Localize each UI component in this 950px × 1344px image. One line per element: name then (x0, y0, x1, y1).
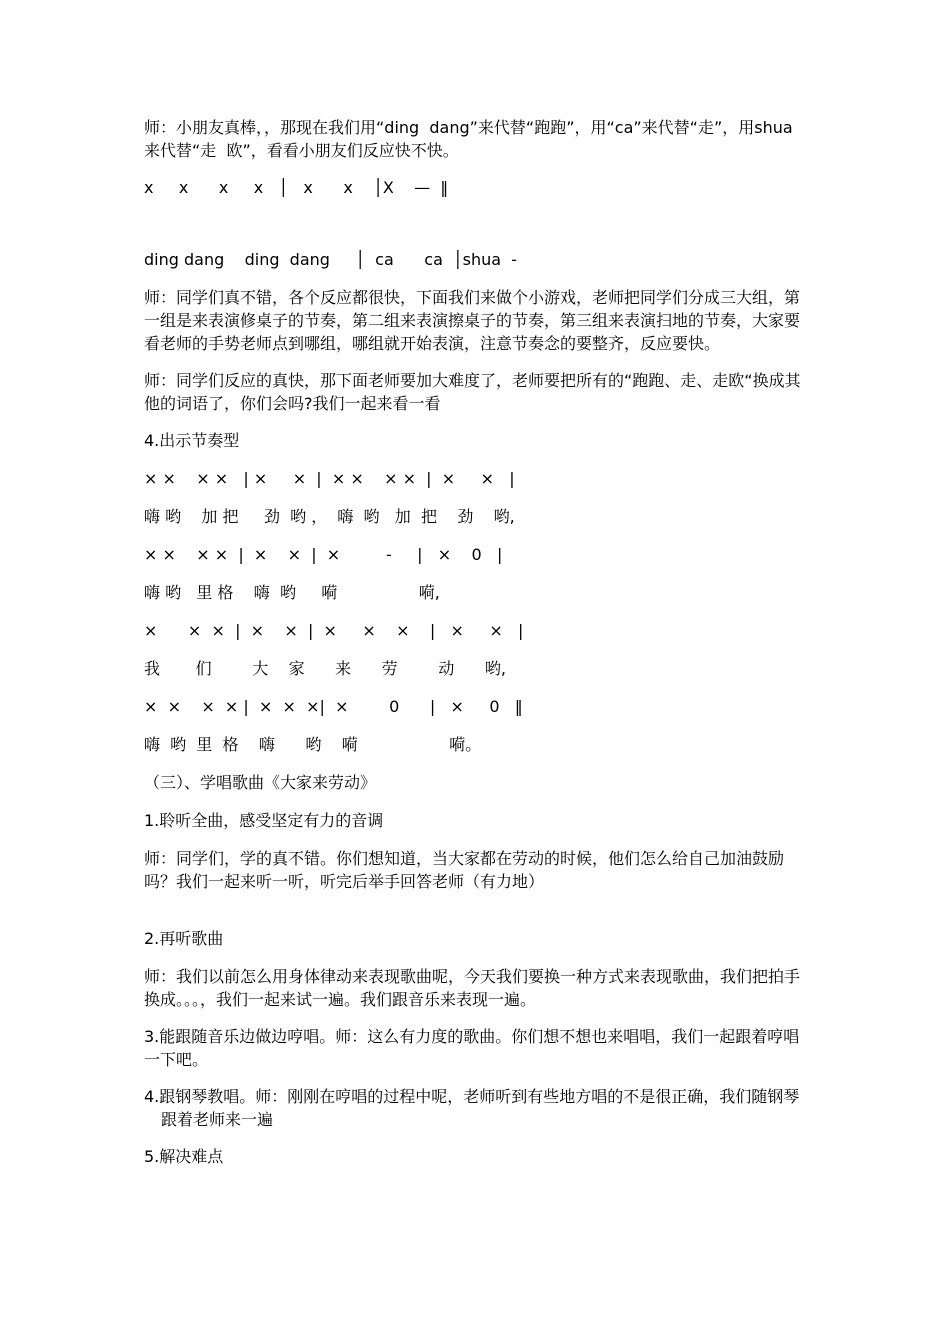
paragraph-movement: 师：我们以前怎么用身体律动来表现歌曲呢，今天我们要换一种方式来表现歌曲，我们把拍手换成。。。，我们一起来试一遍。我们跟音乐来表现一遍。 (144, 967, 801, 1009)
paragraph-harder: 师：同学们反应的真快，那下面老师要加大难度了，老师要把所有的“跑跑、走、走欧“换成其他的词语了，你们会吗?我们一起来看一看 (144, 371, 801, 413)
paragraph-listen: 师：同学们，学的真不错。你们想知道，当大家都在劳动的时候，他们怎么给自己加油鼓励吗？我们一起来听一听，听完后举手回答老师（有力地） (144, 849, 785, 891)
lyric-row-2: 嗨 哟 里 格 嗨 哟 嗬 嗬, (144, 583, 440, 602)
rhythm-line: x x x x │ x x │X — ‖ (144, 178, 449, 197)
step-2: 2.再听歌曲 (144, 929, 224, 948)
rhythm-row-3: × × × | × × | × × × | × × | (144, 621, 524, 640)
heading-rhythm-pattern: 4.出示节奏型 (144, 431, 240, 450)
lyric-row-3: 我 们 大 家 来 劳 动 哟, (144, 659, 506, 678)
paragraph-game: 师：同学们真不错，各个反应都很快，下面我们来做个小游戏，老师把同学们分成三大组，第一组是来表演修桌子的节奏，第二组来表演擦桌子的节奏，第三组来表演扫地的节奏，大家要看老师的手势老师点到哪组，哪组就开始表演，注意节奏念的要整齐，反应要快。 (144, 288, 801, 353)
rhythm-syllables: ding dang ding dang │ ca ca │shua - (144, 250, 518, 269)
document-body (144, 116, 804, 1183)
rhythm-row-1: × × × × | × × | × × × × | × × | (144, 469, 515, 488)
paragraph-teacher-ding-dang: 师：小朋友真棒，，那现在我们用“ding dang”来代替“跑跑”，用“ca”来代替“走”，用shua来代替“走 欧”，看看小朋友们反应快不快。 (144, 118, 793, 160)
rhythm-row-2: × × × × | × × | × - | × 0 | (144, 545, 503, 564)
step-3: 3.能跟随音乐边做边哼唱。师：这么有力度的歌曲。你们想不想也来唱唱，我们一起跟着哼唱一下吧。 (144, 1027, 800, 1069)
rhythm-row-4: × × × × | × × ×| × 0 | × 0 ‖ (144, 697, 523, 716)
step-1: 1.聆听全曲，感受坚定有力的音调 (144, 811, 384, 830)
lyric-row-4: 嗨 哟 里 格 嗨 哟 嗬 嗬。 (144, 735, 482, 754)
step-5: 5.解决难点 (144, 1147, 224, 1166)
step-4: 4.跟钢琴教唱。师：刚刚在哼唱的过程中呢，老师听到有些地方唱的不是很正确，我们随钢琴跟着老师来一遍 (144, 1087, 800, 1129)
lyric-row-1: 嗨 哟 加 把 劲 哟 ， 嗨 哟 加 把 劲 哟, (144, 507, 515, 526)
section-heading-learn-song: （三）、学唱歌曲《大家来劳动》 (144, 773, 377, 792)
